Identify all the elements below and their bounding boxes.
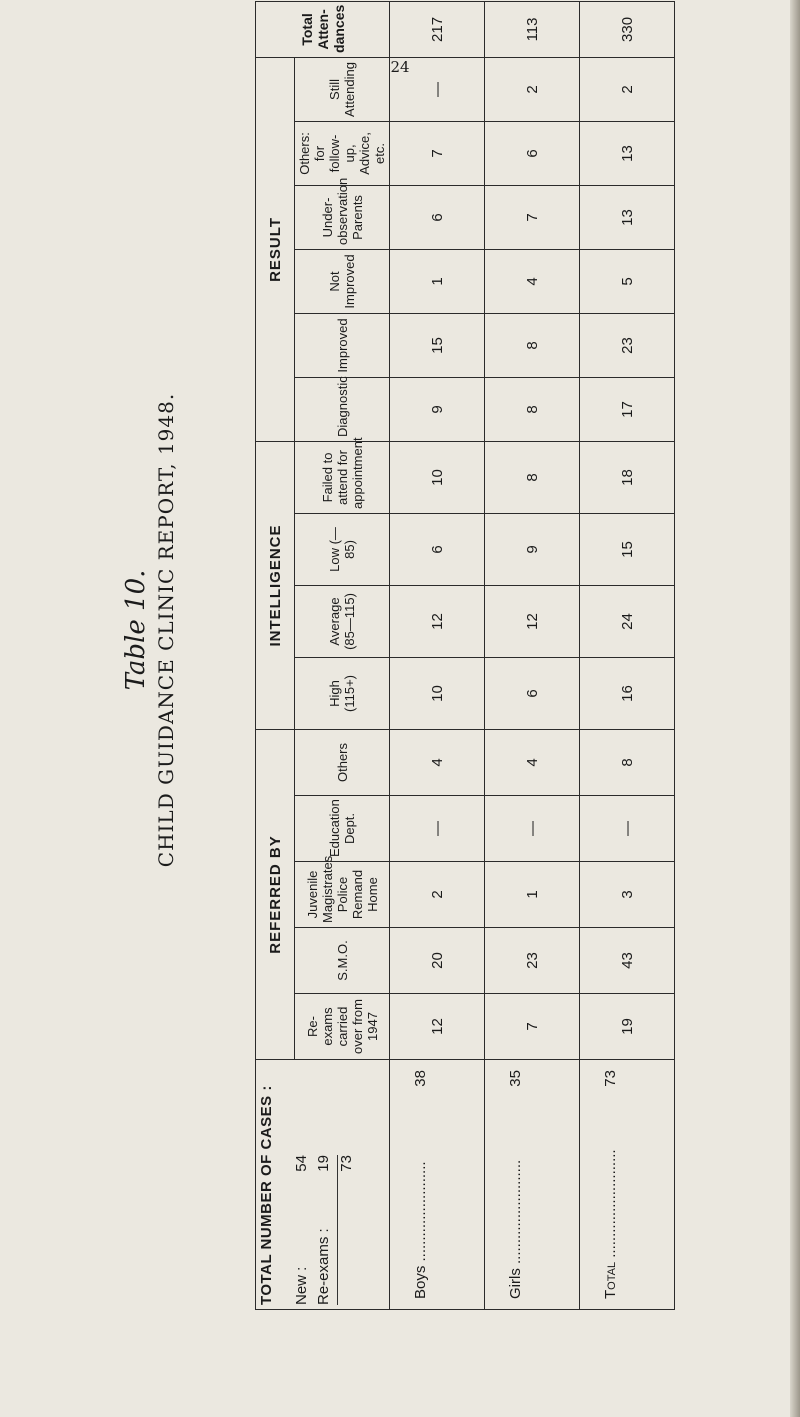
col-header: Under-observation Parents (295, 185, 390, 249)
cell-result: 13 (580, 121, 675, 185)
cell-intelligence: 12 (485, 585, 580, 657)
cell-referred: 23 (485, 928, 580, 994)
summary-row-label: Total .......................... (602, 1149, 619, 1299)
report-title (120, 30, 180, 1230)
cell-result: 4 (485, 249, 580, 313)
guidance-table (255, 1, 675, 1310)
cell-result: — (390, 57, 485, 121)
summary-row-value: 73 (602, 1070, 619, 1087)
summary-row-label: Boys ........................ (412, 1161, 429, 1299)
cell-intelligence: 9 (485, 513, 580, 585)
cell-result: 13 (580, 185, 675, 249)
cell-referred: 1 (485, 862, 580, 928)
cell-intelligence: 8 (485, 441, 580, 513)
cell-result: 9 (390, 377, 485, 441)
cell-result: 17 (580, 377, 675, 441)
table-row (580, 1, 675, 1309)
cell-referred: 4 (390, 729, 485, 795)
row-label (580, 1060, 675, 1310)
summary-row-value: 35 (507, 1070, 524, 1087)
row-label (485, 1060, 580, 1310)
cell-result: 5 (580, 249, 675, 313)
cell-result: 6 (485, 121, 580, 185)
report-heading: CHILD GUIDANCE CLINIC REPORT, 1948. (154, 392, 178, 868)
rotated-table-container (255, 4, 675, 1310)
cell-referred: 19 (580, 994, 675, 1060)
summary-cell (256, 1060, 390, 1310)
col-header: Others: for follow-up, Advice, etc. (295, 121, 390, 185)
col-header: Diagnostic (295, 377, 390, 441)
col-header: Education Dept. (295, 796, 390, 862)
table-row (390, 1, 485, 1309)
group-result: RESULT (256, 57, 295, 441)
cell-referred: — (580, 796, 675, 862)
cell-referred: 4 (485, 729, 580, 795)
cell-referred: 8 (580, 729, 675, 795)
cell-intelligence: 18 (580, 441, 675, 513)
cell-intelligence: 15 (580, 513, 675, 585)
total-attendances-header: Total Atten- dances (256, 1, 390, 57)
cell-referred: — (485, 796, 580, 862)
cell-intelligence: 16 (580, 657, 675, 729)
col-header: Low (—85) (295, 513, 390, 585)
cell-referred: 3 (580, 862, 675, 928)
row-label (390, 1060, 485, 1310)
page-number: 24 (390, 58, 410, 76)
cell-result: 23 (580, 313, 675, 377)
reexams-value: 19 (315, 1155, 332, 1172)
group-referred-by: REFERRED BY (256, 729, 295, 1059)
cell-referred: 43 (580, 928, 675, 994)
cell-result: 8 (485, 377, 580, 441)
cell-intelligence: 10 (390, 441, 485, 513)
col-header: Average (85—115) (295, 585, 390, 657)
col-header: Re-exams carried over from 1947 (295, 994, 390, 1060)
cell-intelligence: 10 (390, 657, 485, 729)
cell-total-attendances: 113 (485, 1, 580, 57)
cell-result: 1 (390, 249, 485, 313)
summary-row-value: 38 (412, 1070, 429, 1087)
col-header: Not Improved (295, 249, 390, 313)
group-intelligence: INTELLIGENCE (256, 441, 295, 729)
summary-title: TOTAL NUMBER OF CASES : (258, 1085, 275, 1305)
cell-result: 6 (390, 185, 485, 249)
summary-row-label: Girls ......................... (507, 1159, 524, 1299)
cell-total-attendances: 217 (390, 1, 485, 57)
col-header: S.M.O. (295, 928, 390, 994)
new-value: 54 (293, 1155, 310, 1172)
page-edge-shadow (790, 0, 800, 1417)
cell-referred: 12 (390, 994, 485, 1060)
col-header: Still Attending (295, 57, 390, 121)
table-row (485, 1, 580, 1309)
col-header: Failed to attend for appointment (295, 441, 390, 513)
reexams-label: Re-exams : (315, 1228, 332, 1305)
cell-result: 15 (390, 313, 485, 377)
cell-result: 2 (580, 57, 675, 121)
cell-intelligence: 6 (485, 657, 580, 729)
col-header: Improved (295, 313, 390, 377)
cell-referred: 2 (390, 862, 485, 928)
cell-referred: 7 (485, 994, 580, 1060)
cell-result: 2 (485, 57, 580, 121)
new-label: New : (293, 1266, 310, 1305)
col-header: High (115+) (295, 657, 390, 729)
cell-referred: 20 (390, 928, 485, 994)
summary-subtotal: 73 (337, 1155, 355, 1305)
cell-intelligence: 24 (580, 585, 675, 657)
cell-result: 8 (485, 313, 580, 377)
col-header: Juvenile Magistrates Police Remand Home (295, 862, 390, 928)
cell-referred: — (390, 796, 485, 862)
table-label: Table 10. (121, 569, 151, 691)
cell-result: 7 (390, 121, 485, 185)
col-header: Others (295, 729, 390, 795)
cell-intelligence: 6 (390, 513, 485, 585)
cell-intelligence: 12 (390, 585, 485, 657)
cell-total-attendances: 330 (580, 1, 675, 57)
cell-result: 7 (485, 185, 580, 249)
